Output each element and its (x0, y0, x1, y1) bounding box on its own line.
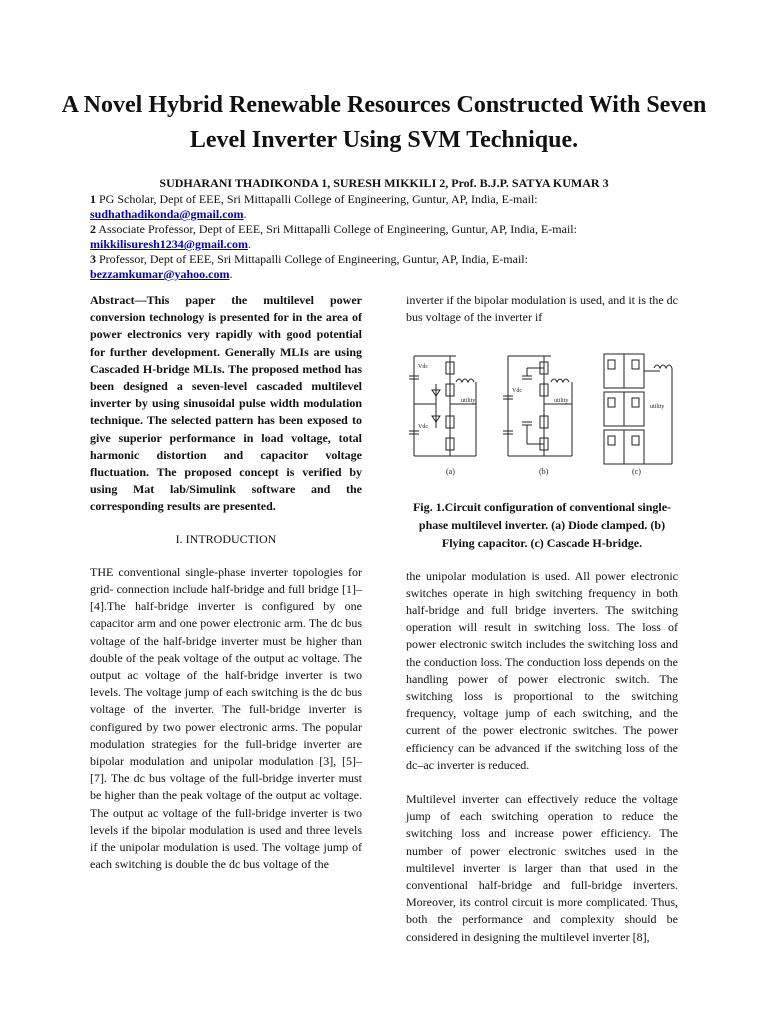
abstract: Abstract—This paper the multilevel power conversion technology is presented for in the area of power electronics very rapidly with good potential for further development. Generally MLIs are using Cascaded H-bridge MLIs. The proposed method has been designed a seven-level cascaded multilevel inverter by using sinusoidal pulse width modulation technique. The selected pattern has been exposed to give superior performance in load voltage, total harmonic distortion and capacitor voltage fluctuation. The proposed concept is verified by using Mat lab/Simulink software and the corresponding results are presented. (90, 293, 362, 514)
section-heading: I. INTRODUCTION (175, 531, 277, 546)
body-paragraph-1: the unipolar modulation is used. All power electronic switches operate in high switching frequency in both half-bridge and full bridge inverters. The switching operation will result in switching loss. The loss of power electronic switch includes the switching loss and the conduction loss. The conduction loss depends on the handling power of power electronic switch. The switching loss is proportional to the switching frequency, voltage jump of each switching, and the current of the power electronic switches. The power efficiency can be advanced if the switching loss of the dc–ac inverter is reduced. (406, 568, 678, 772)
utility-label-a: utility (461, 398, 476, 405)
email-link[interactable]: mikkilisuresh1234@gmail.com (90, 237, 248, 251)
affiliation-number: 2 (90, 222, 96, 236)
circuit-panel-a (409, 356, 476, 456)
utility-label-b: utility (554, 398, 569, 405)
affiliation-2: 2 Associate Professor, Dept of EEE, Sri Mittapalli College of Engineering, Guntur, AP, India, E-mail: mikkilisuresh1234@gmail.com. (90, 222, 577, 251)
affiliation-text: Associate Professor, Dept of EEE, Sri Mittapalli College of Engineering, Guntur, AP, India, E-mail: (96, 222, 577, 236)
body-paragraph-2: Multilevel inverter can effectively reduce the voltage jump of each switching operation to reduce the switching loss and increase power efficiency. The number of power electronic switches used in the multilevel inverter is larger than that used in the conventional half-bridge and full-bridge inverters. Moreover, its control circuit is more complicated. Thus, both the performance and complexity should be considered in designing the multilevel inverter [8], (406, 792, 678, 944)
affiliation-3: 3 Professor, Dept of EEE, Sri Mittapalli College of Engineering, Guntur, AP, India, E-mail: bezzamkumar@yahoo.com. (90, 252, 528, 281)
author-list: SUDHARANI THADIKONDA 1, SURESH MIKKILI 2, Prof. B.J.P. SATYA KUMAR 3 (159, 176, 609, 190)
sub-label-a: (a) (446, 467, 455, 477)
vdc-label-b: Vdc (512, 388, 522, 395)
right-column (406, 292, 678, 946)
affiliation-number: 3 (90, 252, 96, 266)
affiliation-1: 1 PG Scholar, Dept of EEE, Sri Mittapalli College of Engineering, Guntur, AP, India, E-mail: sudhathadikonda@gmail.com. (90, 192, 538, 221)
affiliations (90, 192, 710, 282)
sub-label-b: (b) (539, 467, 549, 477)
affiliation-text: PG Scholar, Dept of EEE, Sri Mittapalli College of Engineering, Guntur, AP, India, E-mail: (96, 192, 538, 206)
circuit-figure (406, 346, 678, 478)
intro-paragraph: THE conventional single-phase inverter topologies for grid- connection include half-bridge and full bridge [1]–[4].The half-bridge inverter is configured by one capacitor arm and one power electronic arm. The dc bus voltage of the half-bridge inverter must be higher than double of the peak voltage of the output ac voltage. The output ac voltage of the half-bridge inverter is two levels. The voltage jump of each switching is the dc bus voltage of the inverter. The full-bridge inverter is configured by two power electronic arms. The popular modulation strategies for the full-bridge inverter are bipolar modulation and unipolar modulation [3], [5]–[7]. The dc bus voltage of the full-bridge inverter must be higher than the peak voltage of the output ac voltage. The output ac voltage of the full-bridge inverter is two levels if the bipolar modulation is used and three levels if the unipolar modulation is used. The voltage jump of each switching is double the dc bus voltage of the (90, 564, 362, 872)
figure-caption: Fig. 1.Circuit configuration of conventional single-phase multilevel inverter. (a) Diode clamped. (b) Flying capacitor. (c) Cascade H-bridge. (412, 499, 672, 550)
left-column (90, 292, 362, 874)
paper-title: A Novel Hybrid Renewable Resources Constructed With Seven Level Inverter Using SVM Technique. (61, 92, 707, 153)
affiliation-text: Professor, Dept of EEE, Sri Mittapalli College of Engineering, Guntur, AP, India, E-mail: (96, 252, 528, 266)
continued-paragraph: inverter if the bipolar modulation is used, and it is the dc bus voltage of the inverter if (406, 293, 678, 325)
email-link[interactable]: sudhathadikonda@gmail.com (90, 207, 244, 221)
circuit-panel-b (503, 356, 572, 456)
sub-label-c: (c) (632, 467, 641, 477)
vdc-label-a1: Vdc (418, 364, 428, 371)
vdc-label-a2: Vdc (418, 424, 428, 431)
email-link[interactable]: bezzamkumar@yahoo.com (90, 267, 230, 281)
affiliation-number: 1 (90, 192, 96, 206)
utility-label-c: utility (650, 404, 665, 411)
